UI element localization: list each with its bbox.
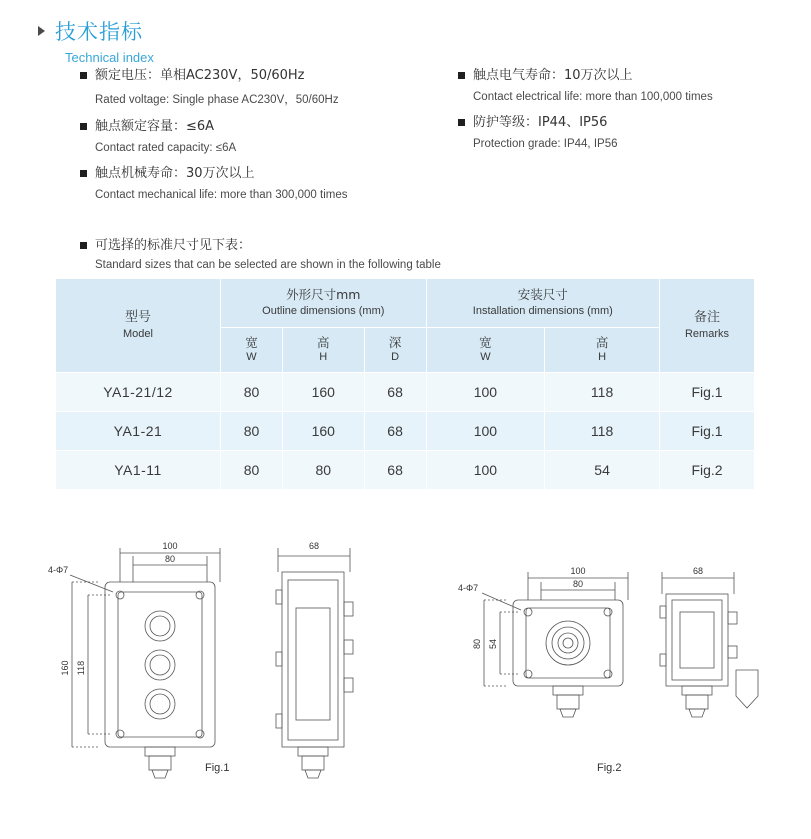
spec-item [80, 166, 460, 201]
fig2-front-view [482, 572, 628, 717]
spec-text-cn: 触点额定容量：≤6A [95, 119, 215, 134]
fig1-hole-note: 4-Φ7 [48, 565, 69, 575]
drawing-canvas [0, 520, 811, 810]
col-header-model-en: Model [123, 327, 153, 340]
fig2-hole-note: 4-Φ7 [458, 583, 479, 593]
col-header-install-h [545, 328, 660, 373]
spec-cn-row [80, 68, 460, 84]
col-header-model [56, 279, 221, 373]
sub-header-cn: 宽 [479, 335, 492, 350]
standard-note-en: Standard sizes that can be selected are shown in the following table [95, 259, 441, 271]
spec-text-cn: 触点电气寿命：10万次以上 [473, 68, 633, 83]
col-header-outline [221, 279, 427, 328]
col-header-install-en: Installation dimensions (mm) [472, 305, 613, 317]
sub-header-en: H [319, 351, 328, 363]
fig1-dim-outline-h: 160 [60, 660, 70, 676]
cell-outline-w: 80 [221, 373, 283, 412]
cell-install-w: 100 [426, 373, 545, 412]
col-header-outline-h [282, 328, 364, 373]
fig1-dim-install-h: 118 [76, 660, 86, 676]
cell-remarks: Fig.2 [660, 451, 755, 490]
sub-header-en: H [598, 351, 607, 363]
cell-remarks: Fig.1 [660, 412, 755, 451]
fig2-dim-outline-h: 80 [472, 638, 482, 650]
dimensions-table [55, 278, 755, 490]
cell-install-w: 100 [426, 412, 545, 451]
cell-outline-d: 68 [364, 451, 426, 490]
spec-cn-row [458, 115, 788, 131]
square-bullet-icon [458, 119, 465, 126]
cell-model: YA1-21/12 [56, 373, 221, 412]
square-bullet-icon [80, 242, 87, 249]
page-title: 技术指标 [55, 20, 143, 44]
col-header-remarks-en: Remarks [684, 327, 729, 340]
fig2-side-view [660, 572, 758, 717]
spec-cn-row [458, 68, 788, 84]
sub-header-en: W [246, 351, 257, 363]
col-header-outline-en: Outline dimensions (mm) [262, 305, 385, 317]
spec-text-en: Contact electrical life: more than 100,000 times [473, 91, 713, 103]
col-header-install-cn: 安装尺寸 [517, 287, 568, 302]
square-bullet-icon [80, 170, 87, 177]
cell-outline-h: 80 [282, 451, 364, 490]
fig1-front-view [70, 548, 220, 778]
col-header-remarks [660, 279, 755, 373]
standard-size-note [80, 238, 580, 271]
cell-outline-d: 68 [364, 412, 426, 451]
technical-drawings [0, 520, 811, 810]
spec-column-left [80, 68, 460, 271]
col-header-model-cn: 型号 [124, 309, 151, 325]
spec-cn-row [80, 238, 580, 254]
table-body [56, 373, 755, 490]
sub-header-cn: 深 [388, 335, 402, 350]
table-row [56, 451, 755, 490]
fig1-dim-depth: 68 [308, 541, 320, 551]
cell-install-h: 118 [545, 412, 660, 451]
triangle-bullet-icon [38, 26, 45, 36]
fig2-dim-install-w: 100 [570, 566, 586, 576]
table-row [56, 412, 755, 451]
spec-text-en: Rated voltage: Single phase AC230V，50/60Hz [95, 94, 339, 106]
cell-install-h: 54 [545, 451, 660, 490]
fig2-caption: Fig.2 [597, 762, 622, 774]
sub-header-cn: 宽 [245, 335, 258, 350]
table-head [56, 279, 755, 373]
spec-text-en: Contact mechanical life: more than 300,000 times [95, 189, 348, 201]
fig1-side-view [276, 548, 353, 778]
page-subtitle: Technical index [65, 50, 154, 65]
col-header-outline-d [364, 328, 426, 373]
col-header-install-w [426, 328, 545, 373]
cell-outline-w: 80 [221, 451, 283, 490]
cell-model: YA1-21 [56, 412, 221, 451]
page-title-row [38, 16, 154, 46]
standard-note-cn: 可选择的标准尺寸见下表： [95, 238, 252, 253]
cell-outline-w: 80 [221, 412, 283, 451]
sub-header-en: W [480, 351, 491, 363]
spec-column-right [458, 68, 788, 162]
cell-outline-h: 160 [282, 412, 364, 451]
cell-outline-h: 160 [282, 373, 364, 412]
spec-text-en: Contact rated capacity: ≤6A [95, 142, 237, 154]
square-bullet-icon [80, 72, 87, 79]
spec-text-cn: 额定电压：单相AC230V，50/60Hz [95, 68, 305, 83]
fig2-dim-depth: 68 [692, 566, 704, 576]
spec-text-cn: 防护等级：IP44、IP56 [473, 115, 608, 130]
fig2-dim-outline-w: 80 [572, 579, 584, 589]
sub-header-en: D [391, 351, 400, 363]
spec-item [80, 119, 460, 154]
spec-item [458, 115, 788, 150]
fig1-dim-outline-w: 80 [164, 554, 176, 564]
square-bullet-icon [458, 72, 465, 79]
fig1-caption: Fig.1 [205, 762, 230, 774]
cell-outline-d: 68 [364, 373, 426, 412]
page-header [38, 16, 154, 65]
col-header-remarks-cn: 备注 [693, 309, 720, 325]
fig1-dim-install-w: 100 [162, 541, 178, 551]
col-header-install [426, 279, 659, 328]
spec-item [80, 68, 460, 107]
spec-item [458, 68, 788, 103]
table-header-row-1 [56, 279, 755, 328]
spec-text-en: Protection grade: IP44, IP56 [473, 138, 618, 150]
cell-remarks: Fig.1 [660, 373, 755, 412]
sub-header-cn: 高 [317, 335, 330, 350]
col-header-outline-w [221, 328, 283, 373]
spec-cn-row [80, 119, 460, 135]
spec-cn-row [80, 166, 460, 182]
fig2-dim-install-h: 54 [488, 638, 498, 650]
sub-header-cn: 高 [595, 335, 609, 350]
cell-install-w: 100 [426, 451, 545, 490]
table-row [56, 373, 755, 412]
col-header-outline-cn: 外形尺寸mm [286, 287, 361, 302]
spec-text-cn: 触点机械寿命：30万次以上 [95, 166, 255, 181]
cell-model: YA1-11 [56, 451, 221, 490]
square-bullet-icon [80, 123, 87, 130]
cell-install-h: 118 [545, 373, 660, 412]
